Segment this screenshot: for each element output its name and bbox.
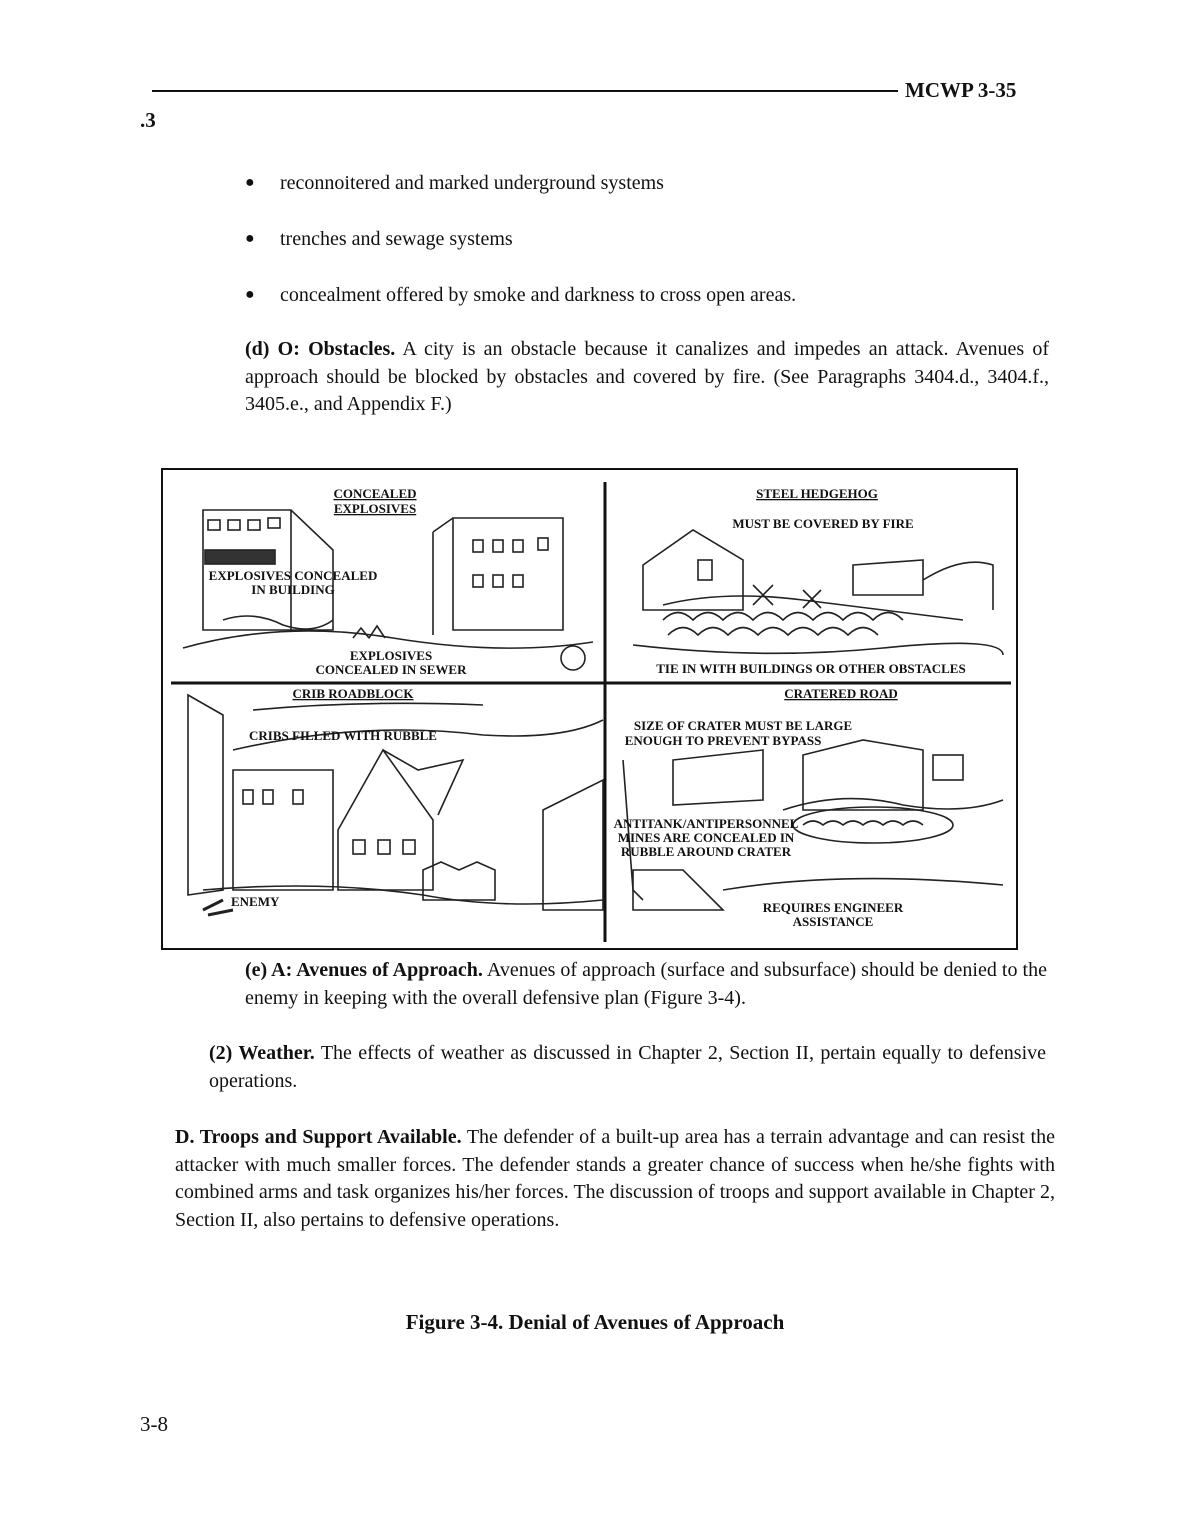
bullet-dot-icon: ● — [245, 230, 255, 247]
troops-paragraph — [175, 1124, 1055, 1234]
hedgehog-bottom-label: TIE IN WITH BUILDINGS OR OTHER OBSTACLES — [656, 661, 966, 676]
crib-label: CRIBS FILLED WITH RUBBLE — [249, 728, 437, 743]
page-number: 3-8 — [140, 1412, 168, 1436]
crib-enemy-label: ENEMY — [231, 894, 280, 909]
hedgehog-title: STEEL HEDGEHOG — [756, 486, 878, 501]
crater-size-label-line2: ENOUGH TO PREVENT BYPASS — [624, 733, 822, 748]
avenues-paragraph — [245, 957, 1047, 1012]
header-doc-id: MCWP 3-35 — [905, 78, 1017, 102]
crater-mines-label-line3: RUBBLE AROUND CRATER — [620, 844, 792, 859]
rubble-wall-sketch — [663, 613, 903, 621]
crib-title: CRIB ROADBLOCK — [292, 686, 414, 701]
weather-text: The effects of weather as discussed in Chapter 2, Section II, pertain equally to defensive operations. — [209, 1042, 1046, 1092]
obstacles-lead: (d) O: Obstacles. — [245, 338, 396, 360]
low-building-sketch — [673, 750, 763, 805]
bullet-dot-icon: ● — [245, 286, 255, 303]
obstacles-text: A city is an obstacle because it canalizes and impedes an attack. Avenues of approach should be blocked by obstacles and covered by fire. (See Paragraphs 3404.d., 3404.f., 3405.e., and Appendix F.) — [245, 338, 1049, 415]
bullet-item: ● trenches and sewage systems — [245, 228, 513, 250]
troops-text: The defender of a built-up area has a terrain advantage and can resist the attacker with much smaller forces. The defender stands a greater chance of success when he/she fights with combined arms and task organizes his/her forces. The discussion of troops and support available in Chapter 2, Section II, also pertains to defensive operations. — [175, 1126, 1055, 1231]
bullet-dot-icon: ● — [245, 174, 255, 191]
weather-lead: (2) Weather. — [209, 1042, 315, 1064]
crater-title: CRATERED ROAD — [784, 686, 898, 701]
troops-lead: D. Troops and Support Available. — [175, 1126, 462, 1148]
tall-building-sketch — [453, 518, 563, 630]
bullet-item: ● concealment offered by smoke and darkness to cross open areas. — [245, 284, 797, 306]
house-sketch — [643, 530, 743, 610]
obstacles-paragraph — [245, 336, 1049, 419]
gabled-house-sketch — [338, 750, 433, 890]
crater-mines-label-line1: ANTITANK/ANTIPERSONNEL — [613, 816, 799, 831]
hedgehog-top-label: MUST BE COVERED BY FIRE — [732, 516, 914, 531]
concealed-building-label-line1: EXPLOSIVES CONCEALED — [208, 568, 378, 583]
concealed-title-line1: CONCEALED — [333, 486, 417, 501]
concealed-sewer-label-line2: CONCEALED IN SEWER — [315, 662, 467, 677]
crater-size-label-line1: SIZE OF CRATER MUST BE LARGE — [633, 718, 853, 733]
concealed-building-label-line2: IN BUILDING — [251, 582, 335, 597]
header-rule — [152, 90, 898, 92]
panel-concealed-explosives — [183, 510, 593, 670]
figure-caption: Figure 3-4. Denial of Avenues of Approach — [405, 1310, 785, 1334]
concealed-sewer-label-line1: EXPLOSIVES — [349, 648, 433, 663]
avenues-text: Avenues of approach (surface and subsurface) should be denied to the enemy in keeping with the overall defensive plan (Figure 3-4). — [245, 959, 1047, 1009]
weather-paragraph — [209, 1040, 1046, 1095]
enemy-arrow-icon — [203, 900, 233, 915]
concealed-title-line2: EXPLOSIVES — [333, 501, 417, 516]
avenues-lead: (e) A: Avenues of Approach. — [245, 959, 483, 981]
figure-3-4 — [161, 468, 1018, 950]
section-mark: .3 — [140, 108, 156, 132]
crater-engineer-label-line2: ASSISTANCE — [792, 914, 874, 929]
panel-steel-hedgehog — [633, 530, 1003, 655]
figure-illustration — [163, 470, 1016, 948]
crater-sketch — [793, 807, 953, 843]
crater-mines-label-line2: MINES ARE CONCEALED IN — [617, 830, 795, 845]
bullet-item: ● reconnoitered and marked underground systems — [245, 172, 664, 194]
crater-engineer-label-line1: REQUIRES ENGINEER — [762, 900, 904, 915]
left-building-sketch — [188, 695, 223, 895]
